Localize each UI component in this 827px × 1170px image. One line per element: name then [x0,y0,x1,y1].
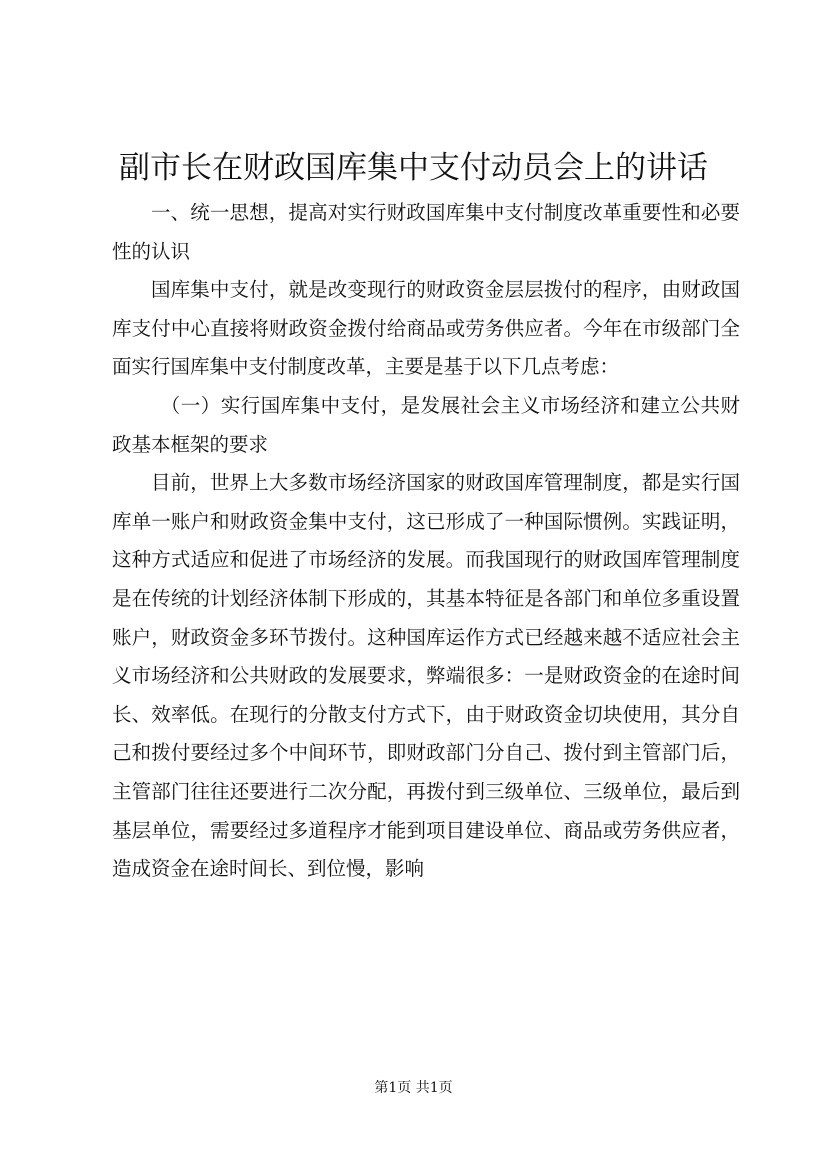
section-heading: 一、统一思想，提高对实行财政国库集中支付制度改革重要性和必要性的认识 [112,201,740,263]
document-body [112,194,740,889]
page-title: 副市长在财政国库集中支付动员会上的讲话 [119,150,708,186]
body-paragraph: 国库集中支付，就是改变现行的财政资金层层拨付的程序，由财政国库支付中心直接将财政资金拨付给商品或劳务供应者。今年在市级部门全面实行国库集中支付制度改革，主要是基于以下几点考虑： [112,278,740,379]
body-paragraph: 目前，世界上大多数市场经济国家的财政国库管理制度，都是实行国库单一账户和财政资金集中支付，这已形成了一种国际惯例。实践证明，这种方式适应和促进了市场经济的发展。而我国现行的财政国库管理制度是在传统的计划经济体制下形成的，其基本特征是各部门和单位多重设置账户，财政资金多环节拨付。这种国库运作方式已经越来越不适应社会主义市场经济和公共财政的发展要求，弊端很多：一是财政资金的在途时间长、效率低。在现行的分散支付方式下，由于财政资金切块使用，其分自己和拨付要经过多个中间环节，即财政部门分自己、拨付到主管部门后，主管部门往往还要进行二次分配，再拨付到三级单位、三级单位，最后到基层单位，需要经过多道程序才能到项目建设单位、商品或劳务供应者，造成资金在途时间长、到位慢，影响 [112,471,740,881]
page-footer: 第1页 共1页 [374,1080,453,1096]
subsection-heading: （一）实行国库集中支付，是发展社会主义市场经济和建立公共财政基本框架的要求 [112,393,740,456]
